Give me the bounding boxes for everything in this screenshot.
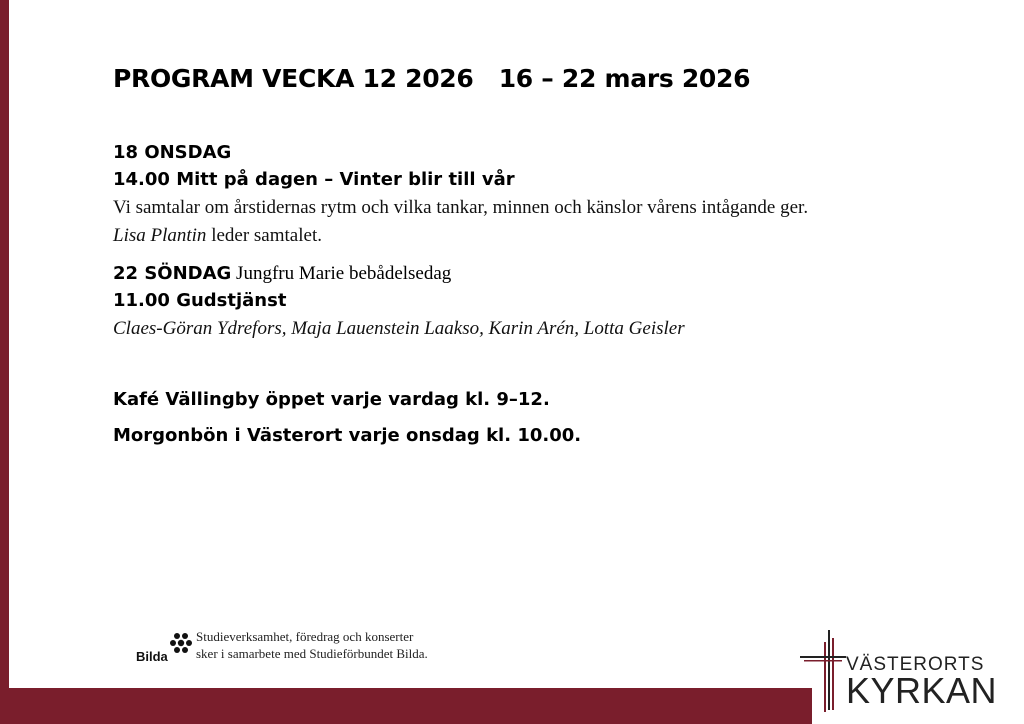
event-1-leader-suffix: leder samtalet. <box>206 225 322 246</box>
event-2-day-note: Jungfru Marie bebådelsedag <box>231 263 452 284</box>
bottom-accent-bar <box>0 688 812 724</box>
bilda-logo <box>136 630 194 664</box>
event-1-leader-line <box>113 225 322 247</box>
notice-cafe: Kafé Vällingby öppet varje vardag kl. 9–12. <box>113 389 550 410</box>
page-title: PROGRAM VECKA 12 2026 16 – 22 mars 2026 <box>113 64 751 93</box>
event-1-day: 18 ONSDAG <box>113 142 232 163</box>
event-2-day-line <box>113 263 451 285</box>
event-2-heading: 11.00 Gudstjänst <box>113 290 287 311</box>
event-1-heading: 14.00 Mitt på dagen – Vinter blir till vår <box>113 169 515 190</box>
bilda-line-1: Studieverksamhet, föredrag och konserter <box>196 629 414 644</box>
bilda-info <box>196 628 428 662</box>
event-2-participants: Claes-Göran Ydrefors, Maja Lauenstein Laakso, Karin Arén, Lotta Geisler <box>113 318 685 339</box>
bilda-logo-text: Bilda <box>136 649 168 664</box>
bilda-line-2: sker i samarbete med Studieförbundet Bilda. <box>196 646 428 661</box>
notice-morning-prayer: Morgonbön i Västerort varje onsdag kl. 10.00. <box>113 425 582 446</box>
event-1-leader-name: Lisa Plantin <box>113 225 207 246</box>
left-accent-bar <box>0 0 9 724</box>
church-name-line-1: VÄSTERORTS <box>846 654 985 675</box>
church-name-line-2: KYRKAN <box>846 670 998 711</box>
event-1-description: Vi samtalar om årstidernas rytm och vilka tankar, minnen och känslor vårens intågande ger. <box>113 197 809 218</box>
event-2-day: 22 SÖNDAG <box>113 263 232 284</box>
